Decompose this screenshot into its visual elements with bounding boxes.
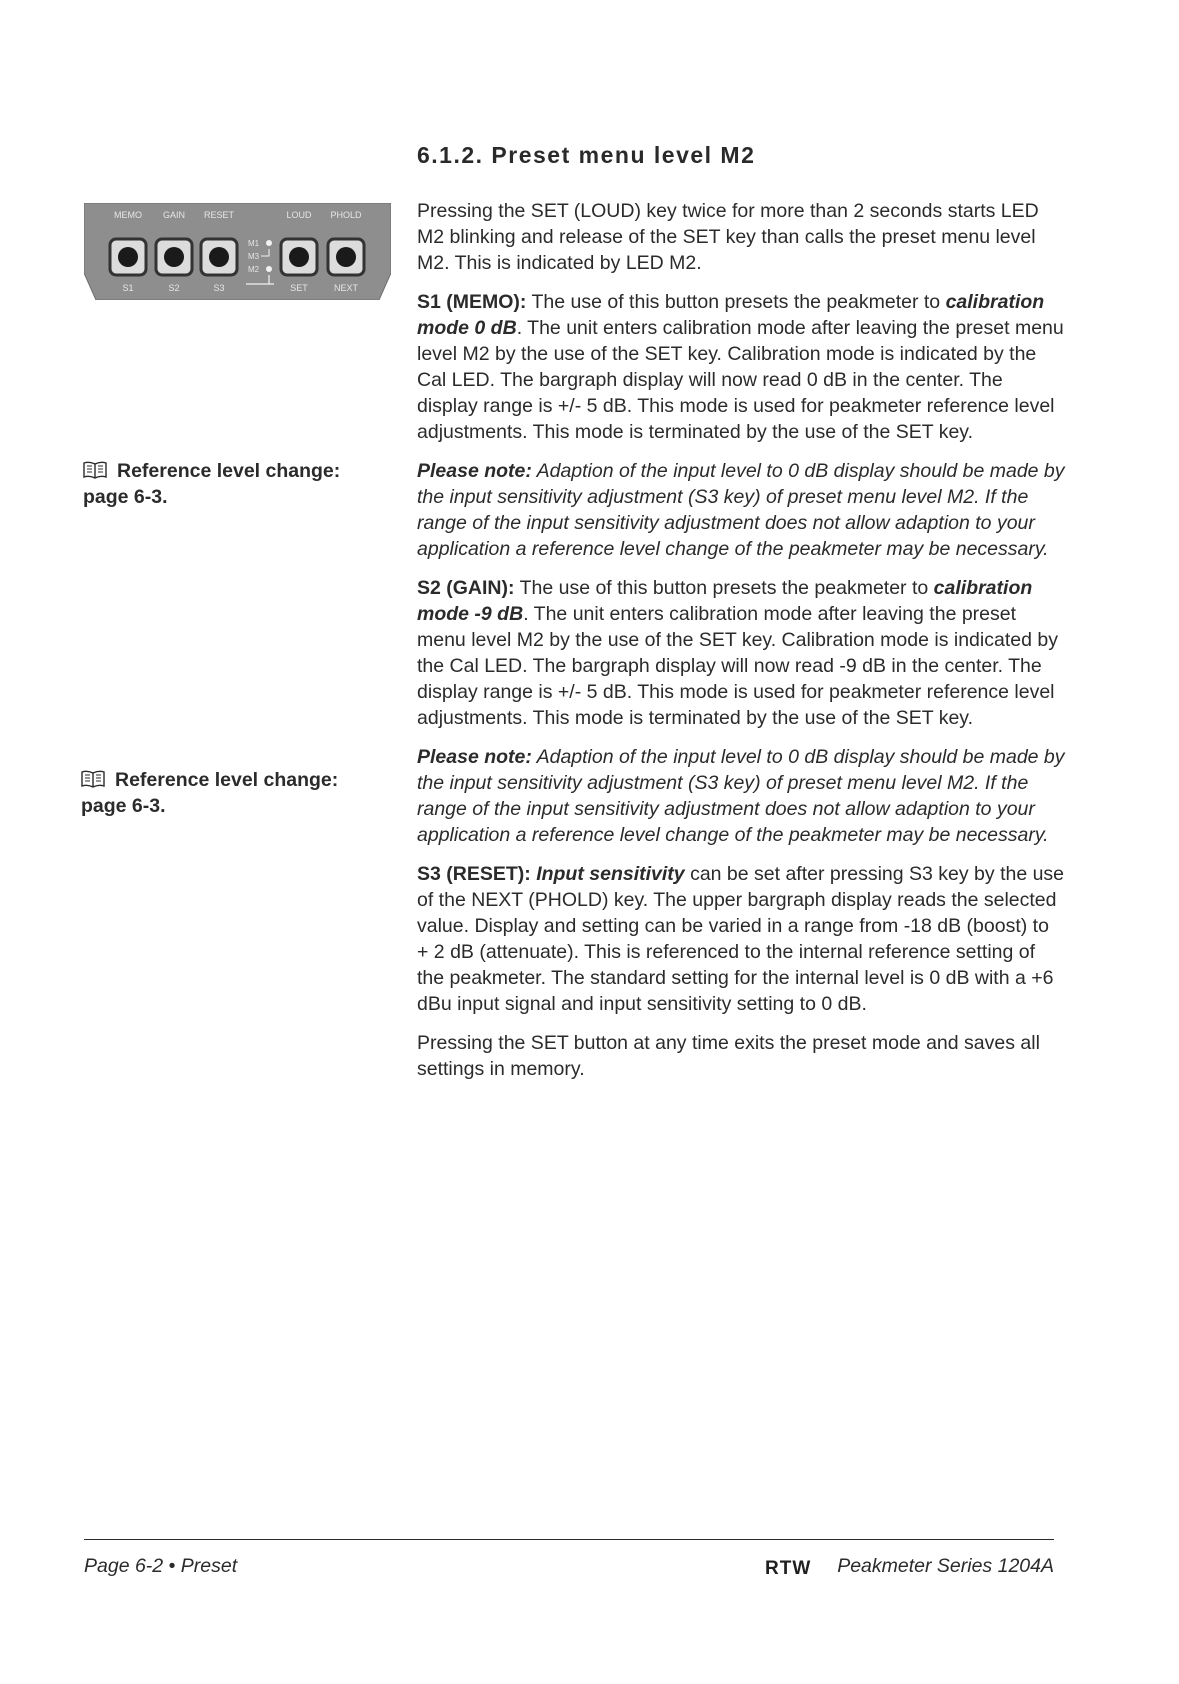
s1-label: S1 (MEMO): — [417, 291, 527, 313]
label-s3: S3 — [213, 283, 225, 293]
side-reference-2 — [81, 767, 381, 819]
body-text — [417, 198, 1065, 1095]
book-icon — [83, 461, 107, 479]
s2-text-a: The use of this button presets the peakmeter to — [519, 577, 929, 599]
s3-paragraph — [417, 861, 1065, 1017]
s3-emphasis: Input sensitivity — [536, 863, 685, 885]
label-gain: GAIN — [162, 210, 186, 220]
side-reference-page: page 6-3. — [81, 795, 166, 817]
led-m1 — [266, 240, 272, 246]
label-memo: MEMO — [114, 210, 142, 220]
note-1-label: Please note: — [417, 460, 532, 482]
rtw-logo — [765, 1558, 827, 1576]
note-2-label: Please note: — [417, 746, 532, 768]
button-next — [328, 239, 364, 275]
button-s1 — [110, 239, 146, 275]
s3-text: can be set after pressing S3 key by the use of the NEXT (PHOLD) key. The upper bargraph display reads the selected value. Display and setting can be varied in a range from -18 dB (boost) to + 2 dB (attenuate). This is referenced to the internal reference setting of the peakmeter. The standard setting for the internal level is 0 dB with a +6 dBu input signal and input sensitivity setting to 0 dB. — [417, 863, 1065, 1015]
side-reference-page: page 6-3. — [83, 486, 168, 508]
button-set — [281, 239, 317, 275]
section-title: 6.1.2. Preset menu level M2 — [417, 142, 756, 168]
s2-emphasis: calibration mode -9 dB — [417, 577, 1033, 625]
button-s3 — [201, 239, 237, 275]
button-s2 — [156, 239, 192, 275]
label-next: NEXT — [333, 283, 359, 293]
s1-paragraph — [417, 289, 1065, 445]
label-loud: LOUD — [286, 210, 312, 220]
label-s1: S1 — [122, 283, 134, 293]
side-reference-text: Reference level change: — [115, 769, 339, 791]
s2-label: S2 (GAIN): — [417, 577, 515, 599]
footer-page-label: Page 6-2 • Preset — [84, 1555, 238, 1577]
closing-paragraph: Pressing the SET button at any time exits the preset mode and saves all settings in memory. — [417, 1032, 1040, 1080]
note-1-paragraph — [417, 458, 1065, 562]
note-1-text: Adaption of the input level to 0 dB display should be made by the input sensitivity adjustment (S3 key) of preset menu level M2. If the range of the input sensitivity adjustment does not allow adaption to your application a reference level change of the peakmeter may be necessary. — [417, 460, 1065, 560]
note-2-text: Adaption of the input level to 0 dB display should be made by the input sensitivity adjustment (S3 key) of preset menu level M2. If the range of the input sensitivity adjustment does not allow adaption to your application a reference level change of the peakmeter may be necessary. — [417, 746, 1065, 846]
footer-divider — [84, 1539, 1054, 1540]
intro-paragraph: Pressing the SET (LOUD) key twice for more than 2 seconds starts LED M2 blinking and release of the SET key than calls the preset menu level M2. This is indicated by LED M2. — [417, 200, 1039, 274]
s1-text-b: . The unit enters calibration mode after leaving the preset menu level M2 by the use of the SET key. Calibration mode is indicated by the Cal LED. The bargraph display will now read 0 dB in the center. The display range is +/- 5 dB. This mode is used for peakmeter reference level adjustments. This mode is terminated by the use of the SET key. — [417, 317, 1064, 443]
note-2-paragraph — [417, 744, 1065, 848]
s1-text-a: The use of this button presets the peakmeter to — [531, 291, 941, 313]
footer-brand — [765, 1555, 1054, 1578]
s2-text-b: . The unit enters calibration mode after leaving the preset menu level M2 by the use of the SET key. Calibration mode is indicated by the Cal LED. The bargraph display will now read -9 dB in the center. The display range is +/- 5 dB. This mode is used for peakmeter reference level adjustments. This mode is terminated by the use of the SET key. — [417, 603, 1058, 729]
side-reference-text: Reference level change: — [117, 460, 341, 482]
led-label-m3: M3 — [248, 252, 260, 261]
led-label-m1: M1 — [248, 239, 260, 248]
led-m2 — [266, 266, 272, 272]
label-phold: PHOLD — [330, 210, 362, 220]
rtw-logo-text: RTW — [765, 1557, 812, 1576]
led-label-m2: M2 — [248, 265, 260, 274]
footer-product: Peakmeter Series 1204A — [837, 1555, 1054, 1577]
label-s2: S2 — [168, 283, 180, 293]
label-reset: RESET — [203, 210, 235, 220]
label-set: SET — [290, 283, 308, 293]
s2-paragraph — [417, 575, 1065, 731]
front-panel-illustration — [84, 203, 391, 300]
s3-label: S3 (RESET): — [417, 863, 531, 885]
side-reference-1 — [83, 458, 383, 510]
s1-emphasis: calibration mode 0 dB — [417, 291, 1045, 339]
book-icon — [81, 770, 105, 788]
